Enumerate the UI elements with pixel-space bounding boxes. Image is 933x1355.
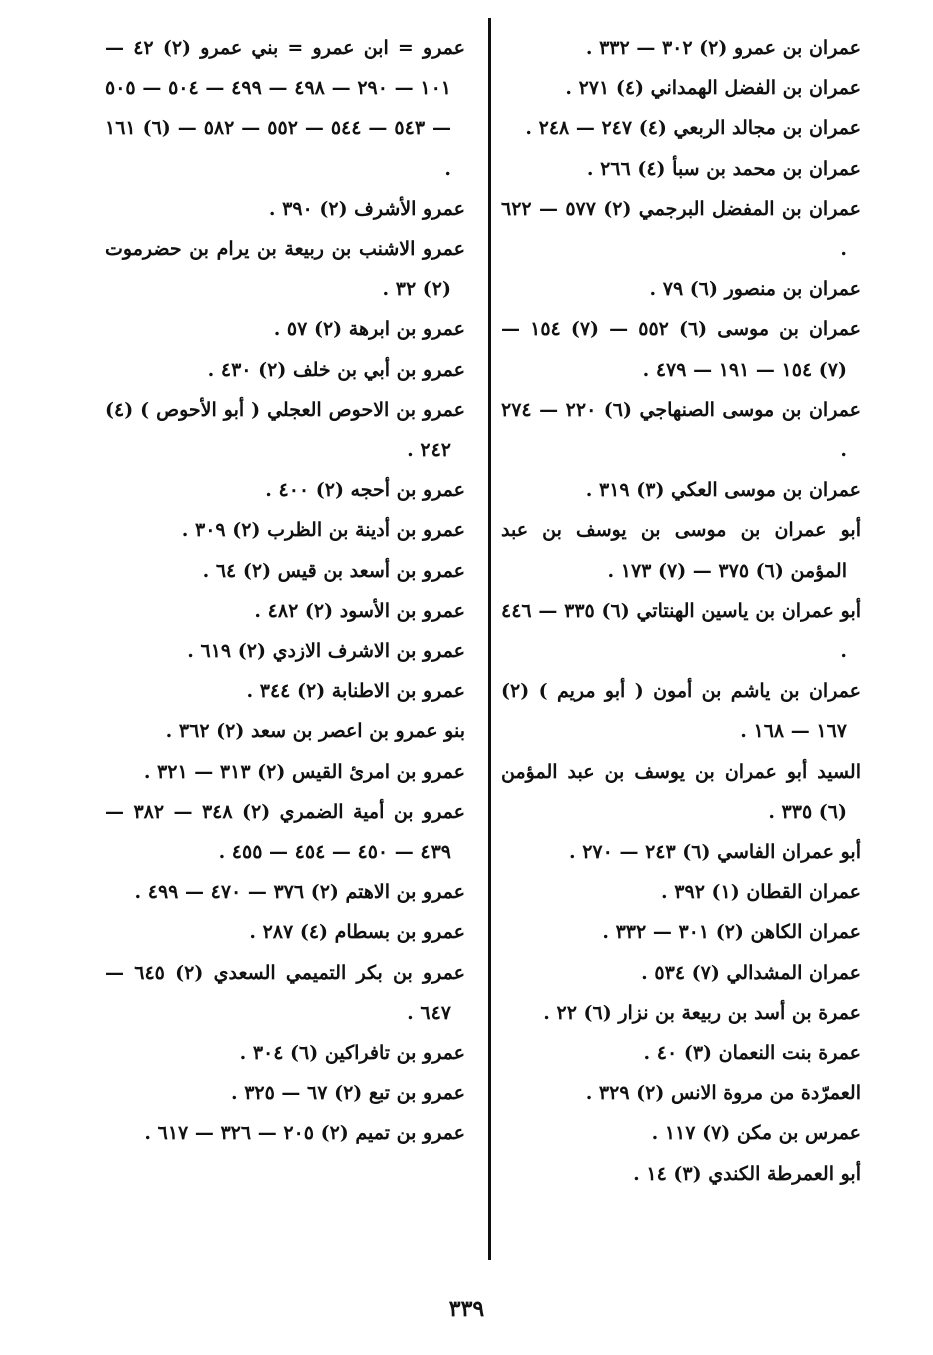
index-entry: عمرو بن أحجه (٢) ٤٠٠ . xyxy=(265,479,465,502)
index-entry: عمران المشدالي (٧) ٥٣٤ . xyxy=(641,961,861,984)
index-entry: عمران بن عمرو (٢) ٣٠٢ — ٣٣٢ . xyxy=(585,37,861,59)
index-entry: عمرو الاشنب بن ربيعة بن يرام بن حضرموت (٢) ٣٢ . xyxy=(105,238,465,301)
index-entry: عمرو بن الاحوص العجلي ( أبو الأحوص ) (٤) ٢٤٢ . xyxy=(105,398,465,462)
column-divider xyxy=(488,18,491,1260)
index-column-right xyxy=(501,28,861,1194)
index-entry: عمرة بن أسد بن ربيعة بن نزار (٦) ٢٢ . xyxy=(543,1001,861,1024)
index-entry: السيد أبو عمران بن يوسف بن عبد المؤمن (٦) ٣٣٥ . xyxy=(501,760,861,823)
index-entry: عمران بن المفضل البرجمي (٢) ٥٧٧ — ٦٢٢ . xyxy=(501,197,861,261)
index-entry: عمرو بن الأسود (٢) ٤٨٢ . xyxy=(254,599,465,622)
index-entry: عمرو الأشرف (٢) ٣٩٠ . xyxy=(268,197,465,220)
index-entry: عمرو بن ابرهة (٢) ٥٧ . xyxy=(273,318,465,341)
index-entry: عمرس بن مكن (٧) ١١٧ . xyxy=(651,1122,861,1145)
index-entry: عمرو = ابن عمرو = بني عمرو (٢) ٤٢ — ١٠١ — ٢٩٠ — ٤٩٨ — ٤٩٩ — ٥٠٤ — ٥٠٥ — ٥٤٣ — ٥٤٤ — ٥٥٢ — ٥٨٢ — (٦) ١٦١ . xyxy=(105,37,466,180)
index-entry: عمران بن موسى (٦) ٥٥٢ — (٧) ١٥٤ — (٧) ١٥٤ — ١٩١ — ٤٧٩ . xyxy=(501,318,861,381)
index-entry: عمرو بن بسطام (٤) ٢٨٧ . xyxy=(249,921,465,944)
index-entry: عمرو بن الاشرف الازدي (٢) ٦١٩ . xyxy=(187,640,465,663)
index-column-left xyxy=(105,28,465,1154)
index-entry: عمرو بن تافراكين (٦) ٣٠٤ . xyxy=(239,1042,465,1065)
index-entry: عمران الكاهن (٢) ٣٠١ — ٣٣٢ . xyxy=(602,921,861,944)
index-entry: عمران بن موسى الصنهاجي (٦) ٢٢٠ — ٢٧٤ . xyxy=(501,398,861,462)
index-entry: عمران بن محمد بن سبأ (٤) ٢٦٦ . xyxy=(586,157,861,180)
index-entry: عمرو بن بكر التميمي السعدي (٢) ٦٤٥ — ٦٤٧ . xyxy=(105,961,465,1024)
index-entry: بنو عمرو بن اعصر بن سعد (٢) ٣٦٢ . xyxy=(165,720,465,743)
index-entry: عمران بن مجالد الربعي (٤) ٢٤٧ — ٢٤٨ . xyxy=(525,117,861,140)
index-entry: عمرو بن امرئ القيس (٢) ٣١٣ — ٣٢١ . xyxy=(143,760,465,783)
index-entry: عمرو بن أدينة بن الظرب (٢) ٣٠٩ . xyxy=(181,519,465,542)
index-entry: عمران بن موسى العكي (٣) ٣١٩ . xyxy=(585,479,861,502)
index-entry: عمرو بن الاطنابة (٢) ٣٤٤ . xyxy=(246,680,465,703)
index-entry: أبو عمران الفاسي (٦) ٢٤٣ — ٢٧٠ . xyxy=(568,841,861,864)
page-number: ٣٣٩ xyxy=(448,1296,485,1322)
index-entry: عمرو بن تميم (٢) ٢٠٥ — ٣٢٦ — ٦١٧ . xyxy=(144,1122,465,1145)
index-entry: أبو عمران بن ياسين الهنتاتي (٦) ٣٣٥ — ٤٤٦ . xyxy=(501,599,862,663)
index-entry: عمران بن الفضل الهمداني (٤) ٢٧١ . xyxy=(565,77,861,100)
index-entry: عمرو بن أبي بن خلف (٢) ٤٣٠ . xyxy=(207,358,465,381)
index-entry: أبو عمران بن موسى بن يوسف بن عبد المؤمن (٦) ٣٧٥ — (٧) ١٧٣ . xyxy=(501,519,861,582)
index-entry: العمرّدة من مروة الانس (٢) ٣٢٩ . xyxy=(585,1082,861,1105)
index-entry: أبو العمرطة الكندي (٣) ١٤ . xyxy=(633,1162,861,1185)
index-entry: عمرو بن تبع (٢) ٦٧ — ٣٢٥ . xyxy=(230,1082,465,1105)
index-entry: عمرو بن أمية الضمري (٢) ٣٤٨ — ٣٨٢ — ٤٣٩ — ٤٥٠ — ٤٥٤ — ٤٥٥ . xyxy=(105,800,465,864)
index-entry: عمرو بن أسعد بن قيس (٢) ٦٤ . xyxy=(202,559,465,582)
index-entry: عمران بن ياشم بن أمون ( أبو مريم ) (٢) ١٦٧ — ١٦٨ . xyxy=(501,680,861,743)
index-entry: عمران بن منصور (٦) ٧٩ . xyxy=(649,278,861,301)
index-entry: عمرو بن الاهتم (٢) ٣٧٦ — ٤٧٠ — ٤٩٩ . xyxy=(134,881,465,904)
index-entry: عمرة بنت النعمان (٣) ٤٠ . xyxy=(643,1042,861,1065)
index-entry: عمران القطان (١) ٣٩٢ . xyxy=(661,881,861,904)
